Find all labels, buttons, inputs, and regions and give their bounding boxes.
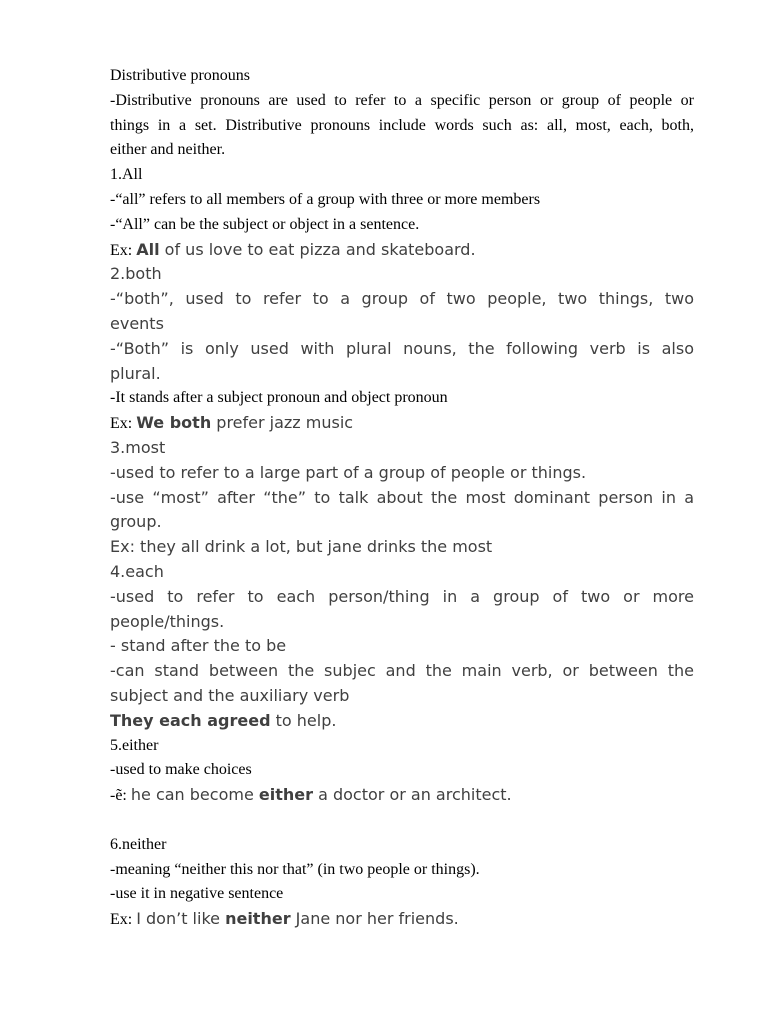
intro-line-3: either and neither. [110, 141, 226, 159]
all-line-1: -“all” refers to all members of a group with three or more members [110, 190, 541, 208]
both-line-2b: plural. [110, 363, 161, 383]
both-line-1a: -“both”, used to refer to a group of two people, two things, two [110, 289, 694, 309]
example-bold: All [136, 239, 160, 259]
example-rest: a doctor or an architect. [313, 785, 512, 805]
most-example: Ex: they all drink a lot, but jane drinks the most [110, 537, 493, 557]
all-line-2: -“All” can be the subject or object in a sentence. [110, 215, 420, 233]
example-rest: Jane nor her friends. [290, 909, 459, 929]
neither-line-1: -meaning “neither this nor that” (in two people or things). [110, 860, 480, 878]
example-bold: either [258, 785, 313, 805]
intro-line-2: things in a set. Distributive pronouns include words such as: all, most, each, both, [110, 116, 694, 134]
each-line-3b: subject and the auxiliary verb [110, 685, 350, 705]
most-line-2b: group. [110, 512, 162, 532]
section-both-heading: 2.both [110, 264, 162, 284]
example-bold: They each agreed [110, 710, 271, 730]
each-example [110, 709, 694, 734]
example-rest: prefer jazz music [211, 413, 354, 433]
all-example [110, 238, 694, 263]
each-line-1a: -used to refer to each person/thing in a group of two or more [110, 586, 694, 606]
neither-line-2: -use it in negative sentence [110, 885, 284, 903]
each-line-1b: people/things. [110, 611, 225, 631]
both-example [110, 411, 694, 436]
most-line-2a: -use “most” after “the” to talk about the most dominant person in a [110, 487, 694, 507]
both-line-2a: -“Both” is only used with plural nouns, the following verb is also [110, 338, 694, 358]
both-line-3: -It stands after a subject pronoun and object pronoun [110, 389, 448, 407]
example-rest: to help. [270, 710, 337, 730]
blank-line [110, 808, 694, 833]
either-line-1: -used to make choices [110, 761, 252, 779]
section-each-heading: 4.each [110, 561, 164, 581]
either-example [110, 783, 694, 808]
example-prefix: Ex: [110, 415, 137, 433]
neither-example [110, 907, 694, 932]
section-all-heading: 1.All [110, 166, 143, 184]
most-line-1: -used to refer to a large part of a group of people or things. [110, 462, 587, 482]
document-title: Distributive pronouns [110, 67, 250, 84]
intro-line-1: -Distributive pronouns are used to refer to a specific person or group of people or [110, 91, 694, 109]
example-rest: of us love to eat pizza and skateboard. [159, 239, 476, 259]
each-line-2: - stand after the to be [110, 636, 287, 656]
example-prefix: -ẽ: [110, 787, 131, 805]
each-line-3a: -can stand between the subjec and the main verb, or between the [110, 661, 694, 681]
example-bold: neither [225, 909, 291, 929]
example-prefix: Ex: [110, 241, 137, 259]
document-page [110, 64, 694, 932]
example-text: he can become [130, 785, 259, 805]
example-text: I don’t like [136, 909, 226, 929]
section-neither-heading: 6.neither [110, 835, 167, 853]
both-line-1b: events [110, 313, 164, 333]
section-either-heading: 5.either [110, 736, 159, 754]
example-prefix: Ex: [110, 911, 137, 929]
example-bold: We both [136, 413, 212, 433]
section-most-heading: 3.most [110, 437, 166, 457]
